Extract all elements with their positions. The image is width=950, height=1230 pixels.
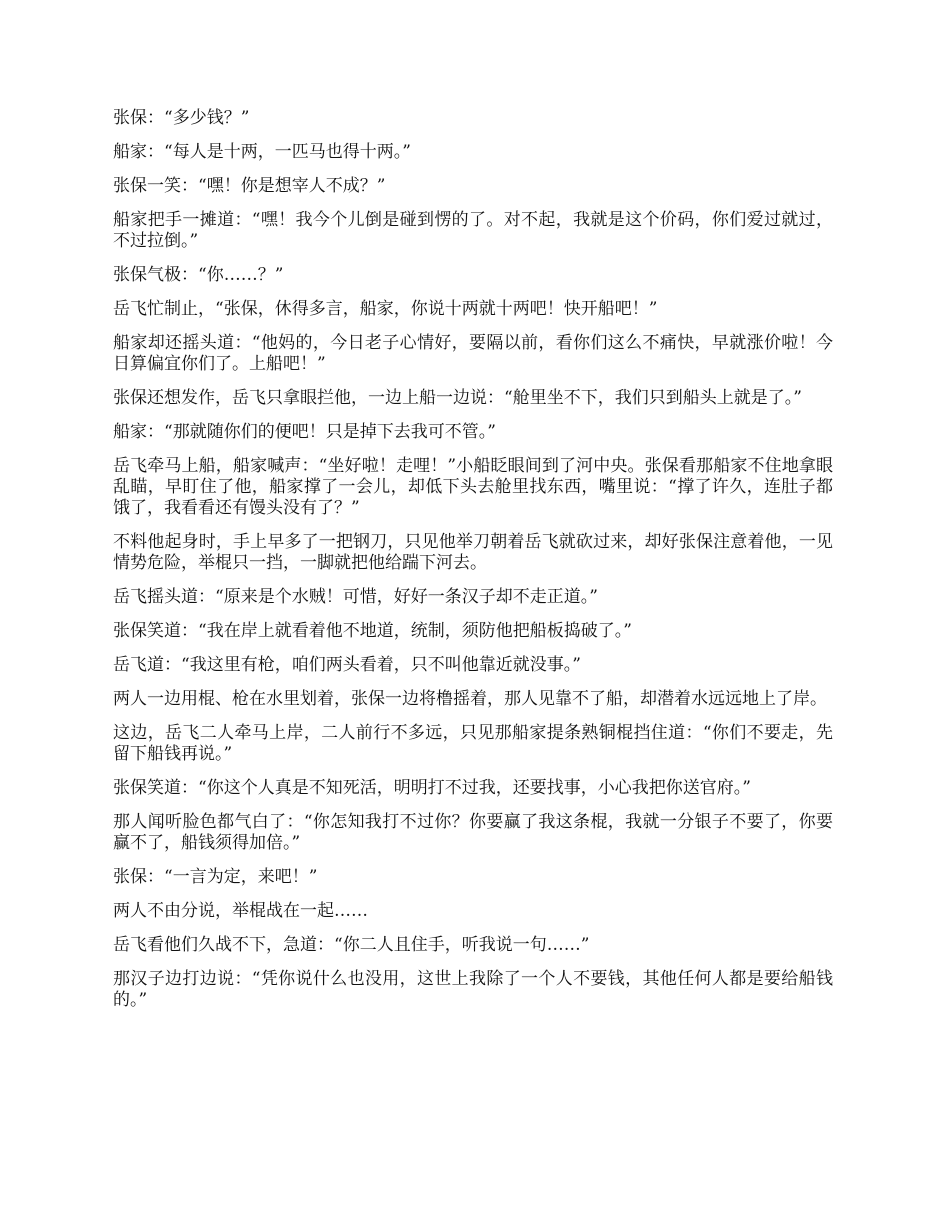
paragraph: 不料他起身时，手上早多了一把钢刀，只见他举刀朝着岳飞就砍过来，却好张保注意着他，一见情势危险，举棍只一挡，一脚就把他给踹下河去。 bbox=[113, 532, 833, 573]
paragraph: 船家却还摇头道：“他妈的，今日老子心情好，要隔以前，看你们这么不痛快，早就涨价啦！今日算偏宜你们了。上船吧！” bbox=[113, 333, 833, 374]
paragraph: 船家：“每人是十两，一匹马也得十两。” bbox=[113, 142, 411, 162]
paragraph: 船家把手一摊道：“嘿！我今个儿倒是碰到愣的了。对不起，我就是这个价码，你们爱过就过，不过拉倒。” bbox=[113, 210, 833, 251]
paragraph: 张保还想发作，岳飞只拿眼拦他，一边上船一边说：“舱里坐不下，我们只到船头上就是了。” bbox=[113, 388, 802, 408]
paragraph: 岳飞看他们久战不下，急道：“你二人且住手，听我说一句……” bbox=[113, 935, 590, 955]
paragraph: 张保一笑：“嘿！你是想宰人不成？” bbox=[113, 176, 386, 196]
paragraph: 两人一边用棍、枪在水里划着，张保一边将橹摇着，那人见靠不了船，却潜着水远远地上了岸。 bbox=[113, 689, 827, 709]
paragraph: 岳飞牵马上船，船家喊声：“坐好啦！走哩！”小船眨眼间到了河中央。张保看那船家不住地拿眼乱瞄，早盯住了他，船家撑了一会儿，却低下头去舱里找东西，嘴里说：“撑了许久，连肚子都饿了，我看看还有馒头没有了？” bbox=[113, 456, 833, 518]
paragraph: 张保笑道：“我在岸上就看着他不地道，统制，须防他把船板捣破了。” bbox=[113, 621, 632, 641]
paragraph: 两人不由分说，举棍战在一起…… bbox=[113, 901, 368, 921]
paragraph: 这边，岳飞二人牵马上岸，二人前行不多远，只见那船家提条熟铜棍挡住道：“你们不要走，先留下船钱再说。” bbox=[113, 723, 833, 764]
paragraph: 岳飞摇头道：“原来是个水贼！可惜，好好一条汉子却不走正道。” bbox=[113, 587, 598, 607]
paragraph: 那人闻听脸色都气白了：“你怎知我打不过你？你要赢了我这条棍，我就一分银子不要了，你要赢不了，船钱须得加倍。” bbox=[113, 812, 833, 853]
paragraph: 张保笑道：“你这个人真是不知死活，明明打不过我，还要找事，小心我把你送官府。” bbox=[113, 778, 751, 798]
paragraph: 张保气极：“你……？” bbox=[113, 265, 284, 285]
paragraph: 船家：“那就随你们的便吧！只是掉下去我可不管。” bbox=[113, 422, 496, 442]
paragraph: 那汉子边打边说：“凭你说什么也没用，这世上我除了一个人不要钱，其他任何人都是要给船钱的。” bbox=[113, 969, 833, 1010]
paragraph: 张保：“一言为定，来吧！” bbox=[113, 867, 318, 887]
document-page bbox=[113, 108, 833, 1024]
paragraph: 岳飞道：“我这里有枪，咱们两头看着，只不叫他靠近就没事。” bbox=[113, 655, 581, 675]
paragraph: 岳飞忙制止，“张保，休得多言，船家，你说十两就十两吧！快开船吧！” bbox=[113, 299, 658, 319]
paragraph: 张保：“多少钱？” bbox=[113, 108, 250, 128]
